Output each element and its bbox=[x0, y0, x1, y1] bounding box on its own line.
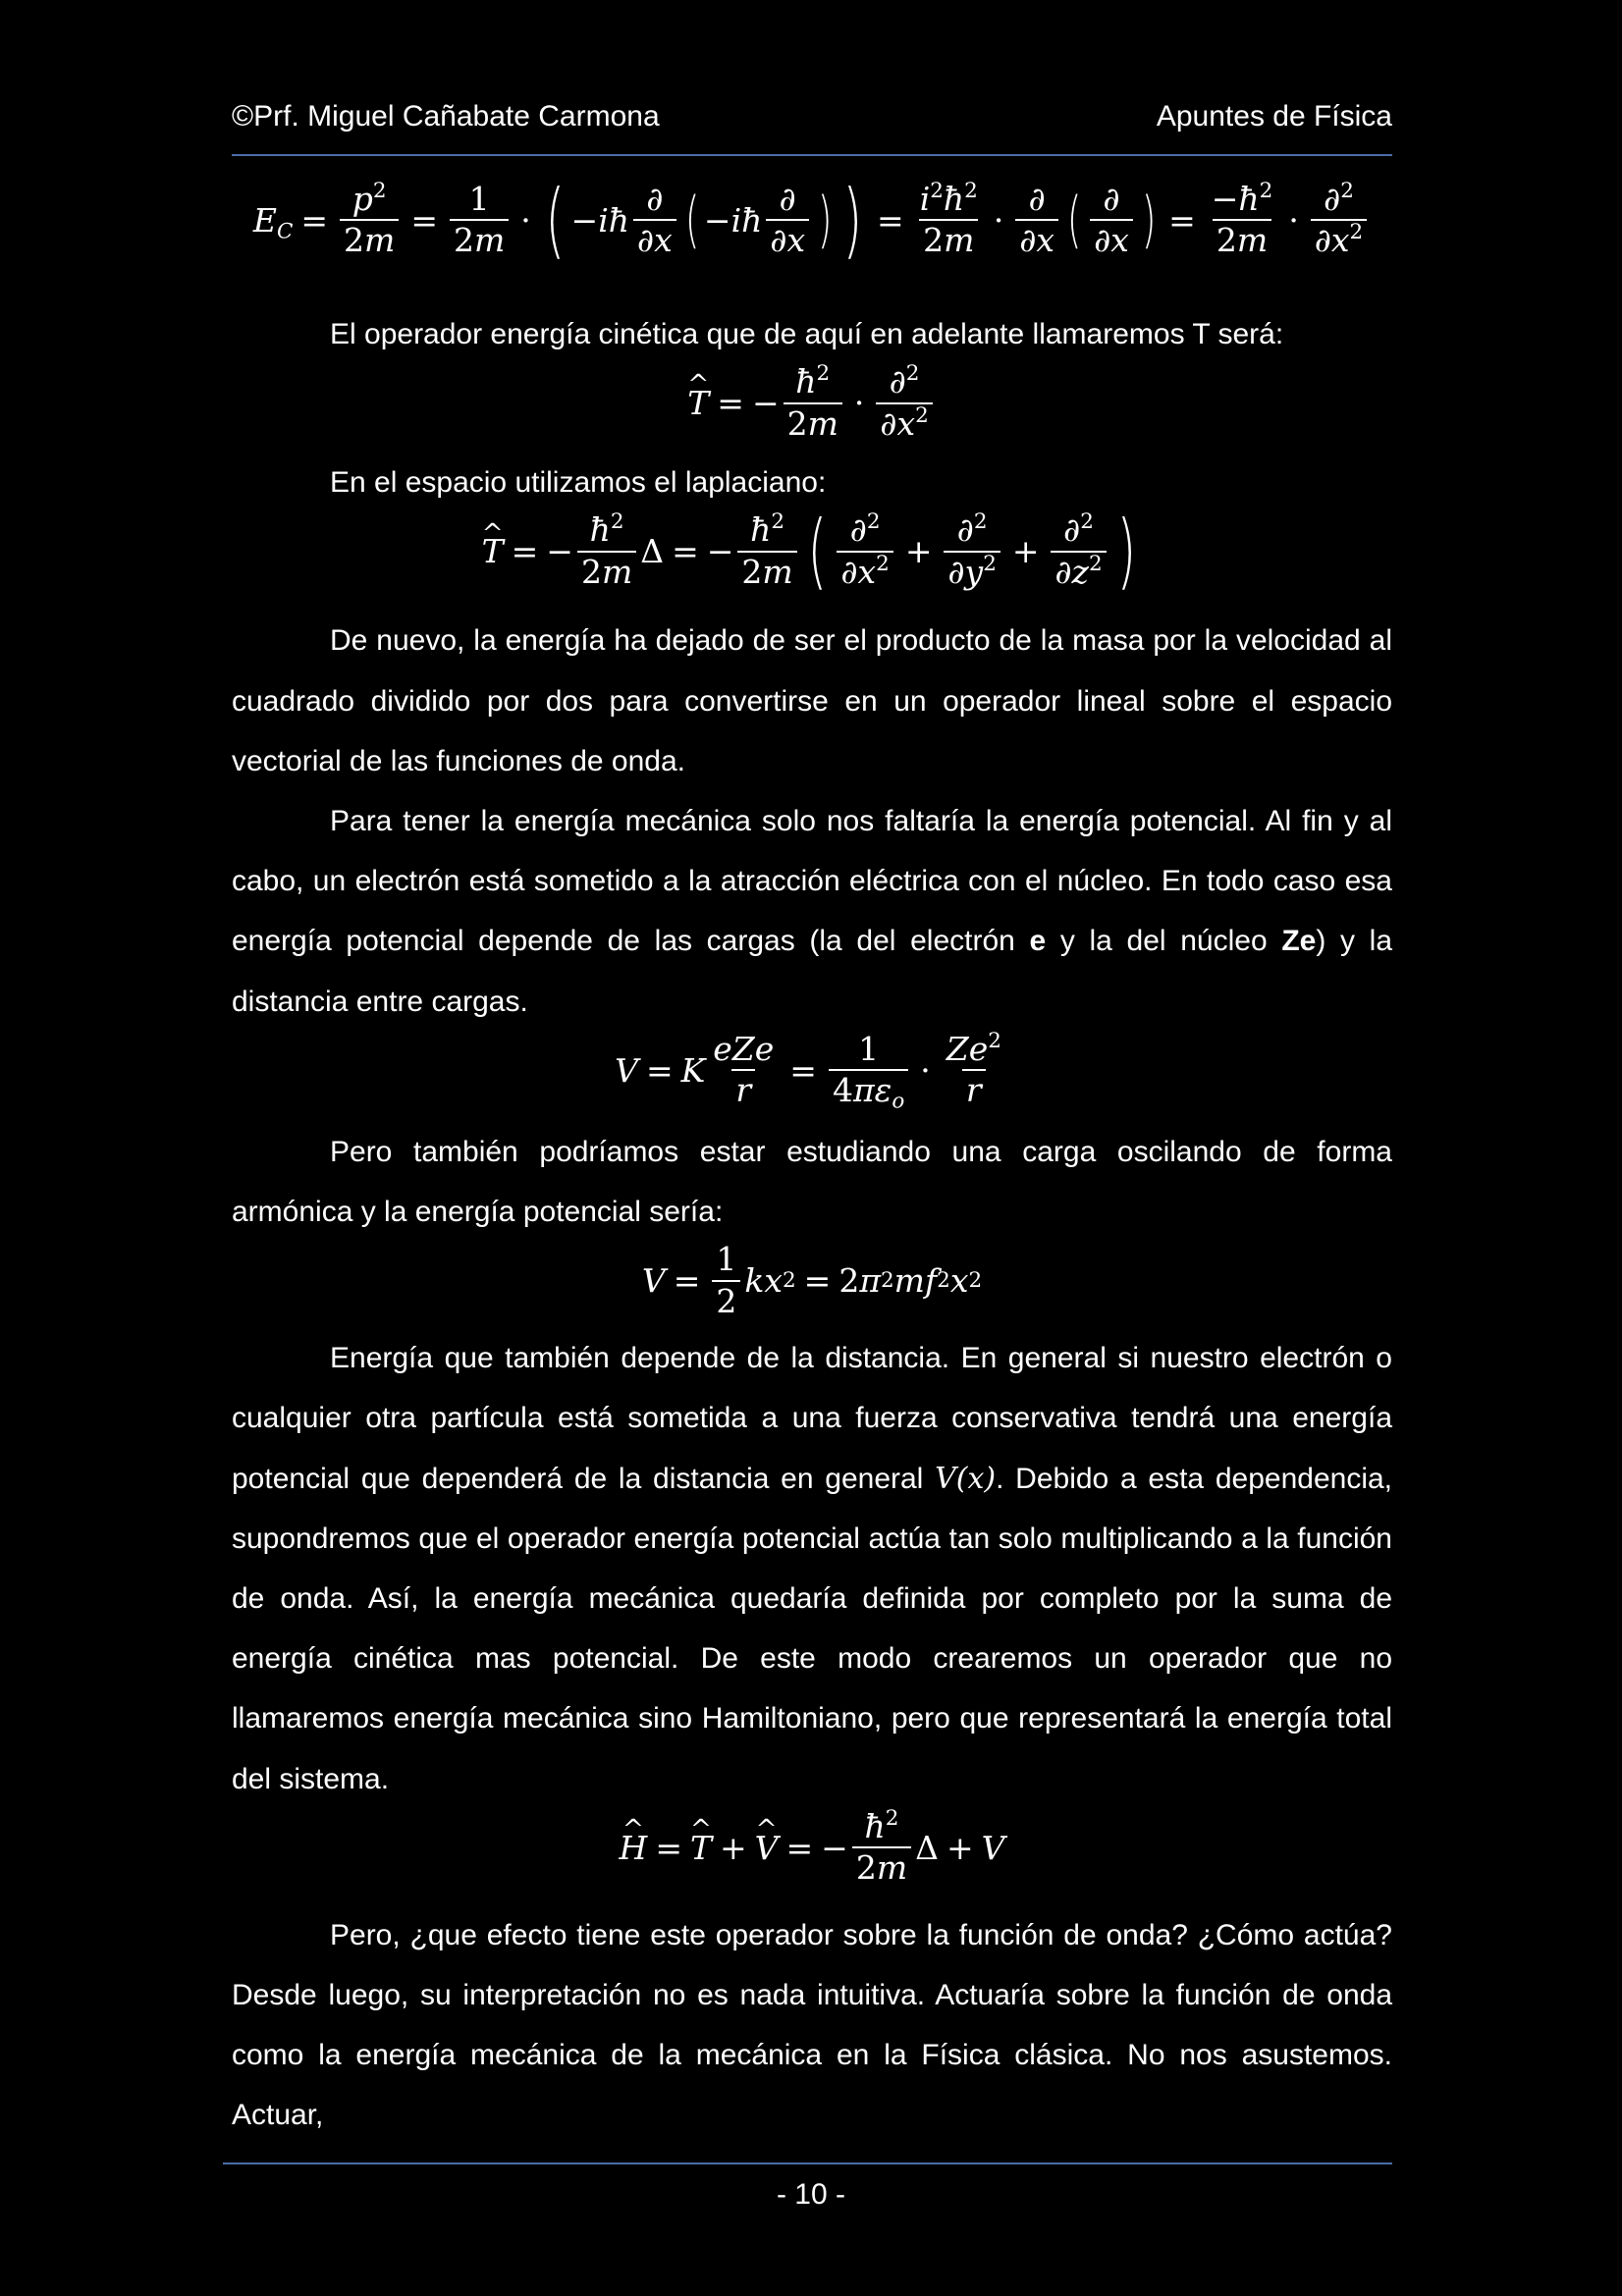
document-title: Apuntes de Física bbox=[1156, 100, 1392, 133]
page-header bbox=[232, 96, 1392, 137]
paragraph-hamiltonian: Energía que también depende de la distancia. En general si nuestro electrón o cualquier otra partícula está sometida a una fuerza conservativa tendrá una energía potencial que dependerá de la distancia en general V(x). Debido a esta dependencia, supondremos que el operador energía potencial actúa tan solo multiplicando a la función de onda. Así, la energía mecánica quedaría definida por completo por la suma de energía cinética mas potencial. De este modo crearemos un operador que no llamaremos energía mecánica sino Hamiltoniano, pero que representará la energía total del sistema. bbox=[232, 1342, 1393, 1795]
paragraph-harmonic: Pero también podríamos estar estudiando una carga oscilando de forma armónica y la energía potencial sería: bbox=[232, 1135, 1392, 1229]
equation-hamiltonian: ^ H = ^ T + ^ V = − $\frac{ħ^2}{2m}$ Δ + V bbox=[232, 1809, 1392, 1905]
paragraph-operator-effect: Pero, ¿que efecto tiene este operador sobre la función de onda? ¿Cómo actúa? Desde luego, su interpretación no es nada intuitiva. Actuaría sobre la función de onda como la energía mecánica de la mecánica en la Física clásica. No nos asustemos. Actuar, bbox=[232, 1918, 1392, 2132]
footer-divider bbox=[223, 2163, 1392, 2164]
paragraph-potential-energy: Para tener la energía mecánica solo nos faltaría la energía potencial. Al fin y al cabo, un electrón está sometido a la atracción eléctrica con el núcleo. En todo caso esa energía potencial depende de las cargas (la del electrón e y la del núcleo Ze) y la distancia entre cargas. bbox=[232, 805, 1392, 1018]
t-operator-intro: El operador energía cinética que de aquí en adelante llamaremos T será: bbox=[330, 318, 1284, 350]
page-body bbox=[232, 171, 1393, 2146]
equation-harmonic-potential: V = $\frac{1}{2}$ kx 2 = 2 π 2 mf 2 x 2 bbox=[641, 1240, 983, 1320]
author-credit: ©Prf. Miguel Cañabate Carmona bbox=[232, 100, 660, 133]
page-number: - 10 - bbox=[776, 2178, 846, 2211]
equation-t-operator: ^ T = − $\frac{ħ^2}{2m}$ · $\frac{\partial^2}{\partial x^2}$ bbox=[232, 364, 1392, 453]
laplacian-intro: En el espacio utilizamos el laplaciano: bbox=[330, 466, 827, 500]
equation-laplacian: ^ T = − $\frac{ħ^2}{2m}$ Δ = − $\frac{ħ^2}{2m}$ ( $\frac{\partial^2}{\partial x^2}$ + $\frac{\partial^2}{\partial y^2}$ + $\frac{\partial^2}{\partial z^2}$ ) bbox=[232, 512, 1392, 611]
equation-coulomb-potential: V = K $\frac{\text{eZe}}{r}$ = $\frac{1}{4\pi\varepsilon_o}$ · $\frac{Ze^2}{r}$ bbox=[615, 1028, 1001, 1114]
paragraph-linear-operator: De nuevo, la energía ha dejado de ser el producto de la masa por la velocidad al cuadrado dividido por dos para convertirse en un operador lineal sobre el espacio vectorial de las funciones de onda. bbox=[232, 624, 1392, 777]
equation-kinetic-energy: $E_C$ = $\frac{p^2}{2m}$ = $\frac{1}{2m}$ · ( − iħ $\frac{\partial}{\partial x}$ ( − iħ $\frac{\partial}{\partial x}$ ) ) = $\frac{i^2ħ^2}{2m}$ · $\frac{\partial}{\partial x}$ ( $\frac{\partial}{\partial x}$ ) = $\frac{-ħ^2}{2m}$ · $\frac{\partial^2}{\partial x^2}$ bbox=[232, 182, 1392, 304]
header-divider bbox=[232, 154, 1392, 156]
